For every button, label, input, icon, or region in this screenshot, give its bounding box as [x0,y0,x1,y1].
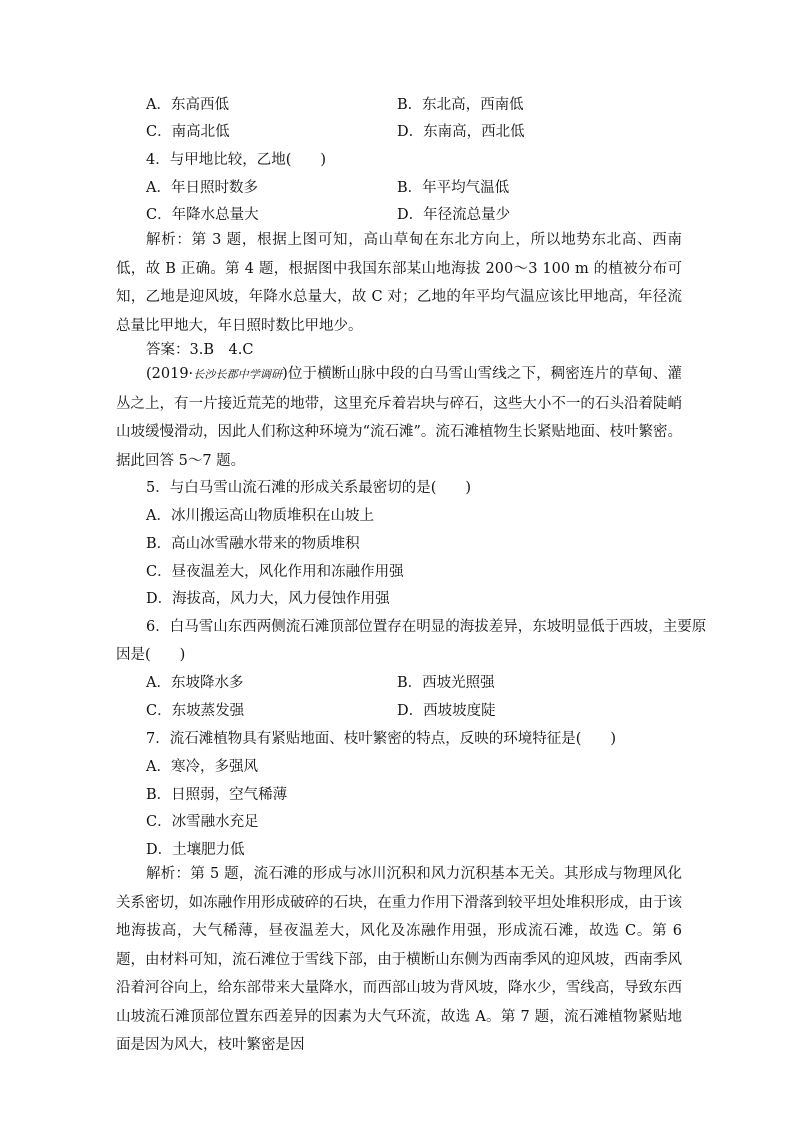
q7-option-a: A．寒冷，多强风 [146,759,258,775]
q6-option-c: C．东坡蒸发强 [146,703,245,719]
q3-option-d: D．东南高，西北低 [397,124,525,140]
q4-stem: 4．与甲地比较，乙地( ) [146,152,327,168]
q5-stem: 5．与白马雪山流石滩的形成关系最密切的是( ) [146,480,472,496]
q3-option-a: A．东高西低 [146,97,229,113]
q5-option-a: A．冰川搬运高山物质堆积在山坡上 [146,508,374,524]
analysis-2: 解析：第 5 题，流石滩的形成与冰川沉积和风力沉积基本无关。其形成与物理风化关系密切，如冻融作用形成破碎的石块，在重力作用下滑落到较平坦处堆积形成，由于该地海拔高，大气稀薄，昼夜温差大，风化及冻融作用强，形成流石滩，故选 C。第 6 题，由材料可知，流石滩位于雪线下部，由于横断山东侧为西南季风的迎风坡，西南季风沿着河谷向上，给东部带来大量降水，而西部山坡为背风坡，降水少，雪线高，导致东西山坡流石滩顶部位置东西差异的因素为大气环流，故选 A。第 7 题，流石滩植物紧贴地面是因为风大，枝叶繁密是因 [116,866,682,1053]
q6-option-a: A．东坡降水多 [146,675,244,691]
analysis-1: 解析：第 3 题，根据上图可知，高山草甸在东北方向上，所以地势东北高、西南低，故 B 正确。第 4 题，根据图中我国东部某山地海拔 200～3 100 m 的植被分布可知，乙地是迎风坡，年降水总量大，故 C 对；乙地的年平均气温应该比甲地高，年径流总量比甲地大，年日照时数比甲地少。 [116,232,682,334]
q7-option-c: C．冰雪融水充足 [146,814,259,830]
q7-stem: 7．流石滩植物具有紧贴地面、枝叶繁密的特点，反映的环境特征是( ) [146,731,617,747]
q6-stem-line2: 因是( ) [116,647,186,663]
passage-year: (2019· [146,366,194,382]
q3-option-b: B．东北高，西南低 [397,97,524,113]
q5-option-c: C．昼夜温差大，风化作用和冻融作用强 [146,564,404,580]
passage-text: )位于横断山脉中段的白马雪山雪线之下，稠密连片的草甸、灌丛之上，有一片接近荒芜的地带，这里充斥着岩块与碎石，这些大小不一的石头沿着陡峭山坡缓慢滑动，因此人们称这种环境为“流石滩”。流石滩植物生长紧贴地面、枝叶繁密。据此回答 5～7 题。 [116,366,683,469]
q5-option-d: D．海拔高，风力大，风力侵蚀作用强 [146,591,390,607]
q6-option-d: D．西坡坡度陡 [397,703,496,719]
q6-stem-line1: 6．白马雪山东西两侧流石滩顶部位置存在明显的海拔差异，东坡明显低于西坡，主要原 [146,619,707,635]
q4-option-b: B．年平均气温低 [397,180,510,196]
q4-option-c: C．年降水总量大 [146,207,259,223]
q5-option-b: B．高山冰雪融水带来的物质堆积 [146,536,360,552]
q3-option-c: C．南高北低 [146,124,230,140]
q4-option-d: D．年径流总量少 [397,207,511,223]
q6-option-b: B．西坡光照强 [397,675,495,691]
q4-option-a: A．年日照时数多 [146,180,258,196]
q7-option-b: B．日照弱，空气稀薄 [146,787,288,803]
passage-source: 长沙长郡中学调研 [193,368,283,381]
passage [116,360,682,475]
answer-1: 答案：3.B 4.C [146,342,254,358]
q7-option-d: D．土壤肥力低 [146,842,245,858]
